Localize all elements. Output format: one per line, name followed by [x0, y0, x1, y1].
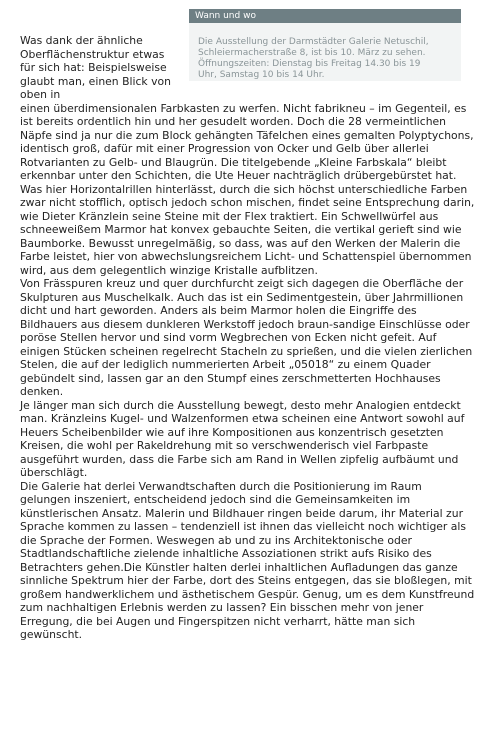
- article-paragraph: einen überdimensionalen Farbkasten zu werfen. Nicht fabrikneu – im Gegenteil, es ist bereits ordentlich hin und her gesudelt worden. Doch die 28 vermeintlichen Näpfe sind ja nur die zum Block gehängten Täfelchen eines gemalten Polyptychons, identisch groß, dafür mit einer Progression von Ocker und Gelb über allerlei Rotvarianten zu Gelb- und Blaugrün. Die titelgebende „Kleine Farbskala“ bleibt erkennbar unter den Schichten, die Ute Heuer nachträglich drübergebürstet hat.: [20, 101, 474, 182]
- article-paragraph: Die Galerie hat derlei Verwandtschaften durch die Positionierung im Raum gelungen inszeniert, entscheidend jedoch sind die Gemeinsamkeiten im künstlerischen Ansatz. Malerin und Bildhauer ringen beide darum, ihr Material zur Sprache kommen zu lassen – tendenziell ist ihnen das vielleicht noch wichtiger als die Sprache der Formen. Weswegen ab und zu ins Architektonische oder Stadtlandschaftliche zielende inhaltliche Assoziationen strikt aufs Risiko des Betrachters gehen.Die Künstler halten derlei inhaltlichen Aufladungen das ganze sinnliche Spektrum hier der Farbe, dort des Steins entgegen, das sie bloßlegen, mit großem handwerklichem und ästhetischem Gespür. Genug, um es dem Kunstfreund zum nachhaltigen Erlebnis werden zu lassen? Ein bisschen mehr von jener Erregung, die bei Augen und Fingerspitzen nicht verharrt, hätte man sich gewünscht.: [20, 479, 475, 641]
- info-box-title: Wann und wo: [189, 9, 461, 23]
- info-line-hours-saturday: Uhr, Samstag 10 bis 14 Uhr.: [198, 70, 325, 80]
- article-paragraph: Von Frässpuren kreuz und quer durchfurcht zeigt sich dagegen die Oberfläche der Skulpturen aus Muschelkalk. Auch das ist ein Sedimentgestein, über Jahrmillionen dicht und hart geworden. Anders als beim Marmor holen die Eingriffe des Bildhauers aus diesem dunkleren Werkstoff jedoch braun-sandige Einschlüsse oder poröse Stellen hervor und sind vorm Wegbrechen von Ecken nicht gefeit. Auf einigen Stücken scheinen regelrecht Stacheln zu sprießen, und die vielen zierlichen Stelen, die auf der lediglich nummerierten Arbeit „05018“ zu einem Quader gebündelt sind, lassen gar an den Stumpf eines zerschmetterten Hochhauses denken.: [20, 277, 473, 398]
- article-body: [20, 34, 475, 642]
- article-lead-text: Was dank der ähnliche Oberflächenstruktur etwas für sich hat: Beispielsweise glaubt man, einen Blick von oben in: [20, 34, 171, 101]
- info-line-hours-weekday: Öffnungszeiten: Dienstag bis Freitag 14.30 bis 19: [198, 59, 421, 69]
- article-paragraph: Je länger man sich durch die Ausstellung bewegt, desto mehr Analogien entdeckt man. Kränzleins Kugel- und Walzenformen etwa scheinen eine Antwort sowohl auf Heuers Scheibenbilder wie auf ihre Kompositionen aus konzentrisch gesetzten Kreisen, die wohl per Rakeldrehung mit so verschwenderisch viel Farbpaste ausgeführt wurden, dass die Farbe sich am Rand in Wellen zipfelig aufbäumt und überschlägt.: [20, 398, 465, 479]
- info-line-gallery: Die Ausstellung der Darmstädter Galerie Netuschil,: [198, 37, 429, 47]
- article-paragraph: Was hier Horizontalrillen hinterlässt, durch die sich höchst unterschiedliche Farben zwar nicht stofflich, optisch jedoch schon mischen, findet seine Entsprechung darin, wie Dieter Kränzlein seine Steine mit der Flex traktiert. Ein Schwellwürfel aus schneeweißem Marmor hat konvex gebauchte Seiten, die vertikal gerieft sind wie Baumborke. Bewusst unregelmäßig, so dass, was auf den Werken der Malerin die Farbe leistet, hier von abwechslungsreichem Licht- und Schattenspiel übernommen wird, aus dem gelegentlich winzige Kristalle aufblitzen.: [20, 182, 475, 277]
- info-line-address: Schleiermacherstraße 8, ist bis 10. März zu sehen.: [198, 48, 426, 58]
